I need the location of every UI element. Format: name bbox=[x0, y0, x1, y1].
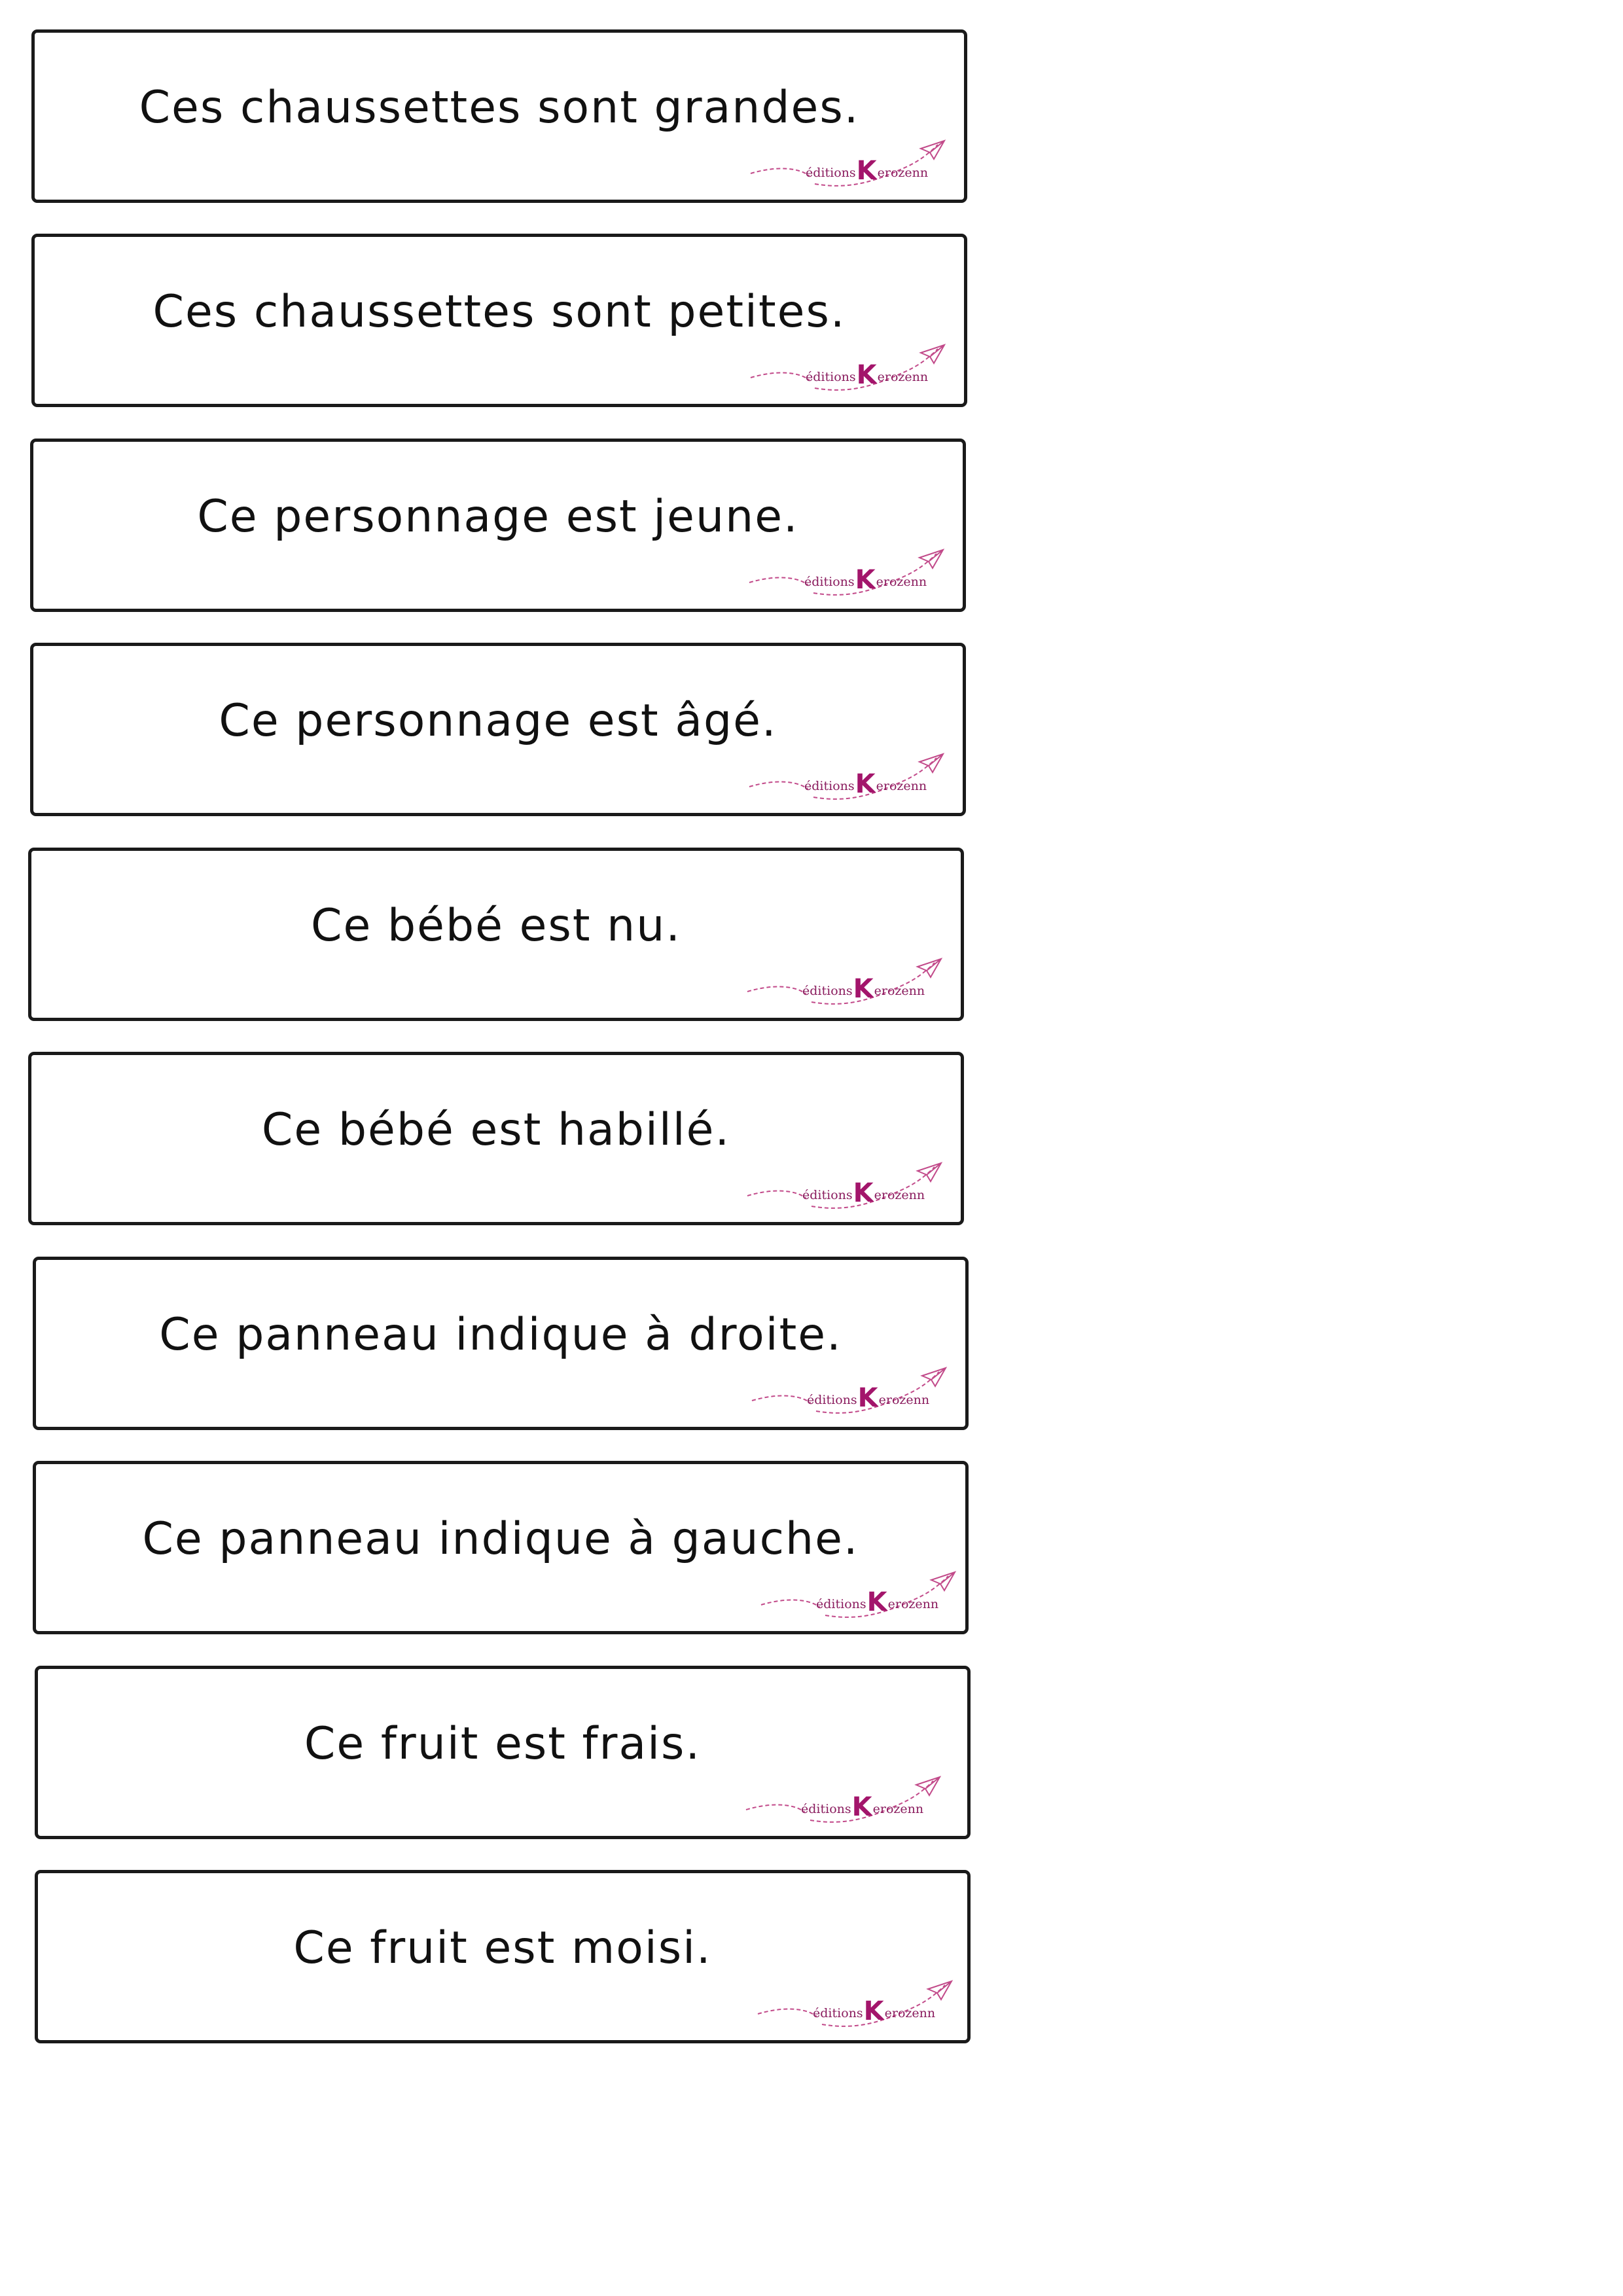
publisher-logo bbox=[749, 139, 946, 190]
sentence-card bbox=[28, 848, 964, 1021]
sentence-text: Ce panneau indique à droite. bbox=[159, 1309, 842, 1361]
publisher-logo-wordmark: éditionsKerozenn bbox=[806, 360, 929, 390]
sentence-card bbox=[30, 643, 966, 816]
publisher-logo bbox=[746, 1162, 942, 1213]
sentence-text: Ce fruit est frais. bbox=[304, 1718, 702, 1770]
sentence-text: Ces chaussettes sont petites. bbox=[152, 286, 846, 338]
sentence-text: Ce bébé est habillé. bbox=[261, 1104, 731, 1156]
publisher-logo bbox=[745, 1776, 941, 1827]
publisher-logo-wordmark: éditionsKerozenn bbox=[813, 1996, 936, 2026]
sentence-card bbox=[35, 1666, 971, 1839]
sentence-card bbox=[33, 1257, 969, 1430]
sentence-card bbox=[28, 1052, 964, 1225]
publisher-logo bbox=[760, 1571, 956, 1622]
sentence-text: Ce bébé est nu. bbox=[311, 900, 681, 952]
sentence-text: Ce panneau indique à gauche. bbox=[142, 1513, 859, 1565]
publisher-logo bbox=[749, 344, 946, 395]
publisher-logo-wordmark: éditionsKerozenn bbox=[802, 1178, 925, 1208]
publisher-logo bbox=[748, 753, 944, 804]
publisher-logo-wordmark: éditionsKerozenn bbox=[804, 769, 927, 799]
sentence-text: Ce personnage est âgé. bbox=[219, 695, 777, 747]
publisher-logo bbox=[746, 958, 942, 1009]
sentence-card bbox=[31, 29, 967, 203]
sentence-card bbox=[33, 1461, 969, 1634]
publisher-logo-wordmark: éditionsKerozenn bbox=[801, 1792, 924, 1822]
sentence-text: Ce fruit est moisi. bbox=[293, 1922, 712, 1974]
sentence-card bbox=[30, 439, 966, 612]
publisher-logo-wordmark: éditionsKerozenn bbox=[802, 974, 925, 1004]
publisher-logo bbox=[757, 1980, 953, 2031]
publisher-logo-wordmark: éditionsKerozenn bbox=[807, 1383, 930, 1413]
publisher-logo-wordmark: éditionsKerozenn bbox=[806, 156, 929, 186]
sentence-card bbox=[31, 234, 967, 407]
sentence-text: Ce personnage est jeune. bbox=[197, 491, 799, 543]
publisher-logo-wordmark: éditionsKerozenn bbox=[804, 565, 927, 595]
publisher-logo bbox=[751, 1367, 947, 1418]
sentence-text: Ces chaussettes sont grandes. bbox=[139, 82, 860, 134]
sentence-card bbox=[35, 1870, 971, 2043]
publisher-logo-wordmark: éditionsKerozenn bbox=[816, 1587, 939, 1617]
publisher-logo bbox=[748, 548, 944, 600]
